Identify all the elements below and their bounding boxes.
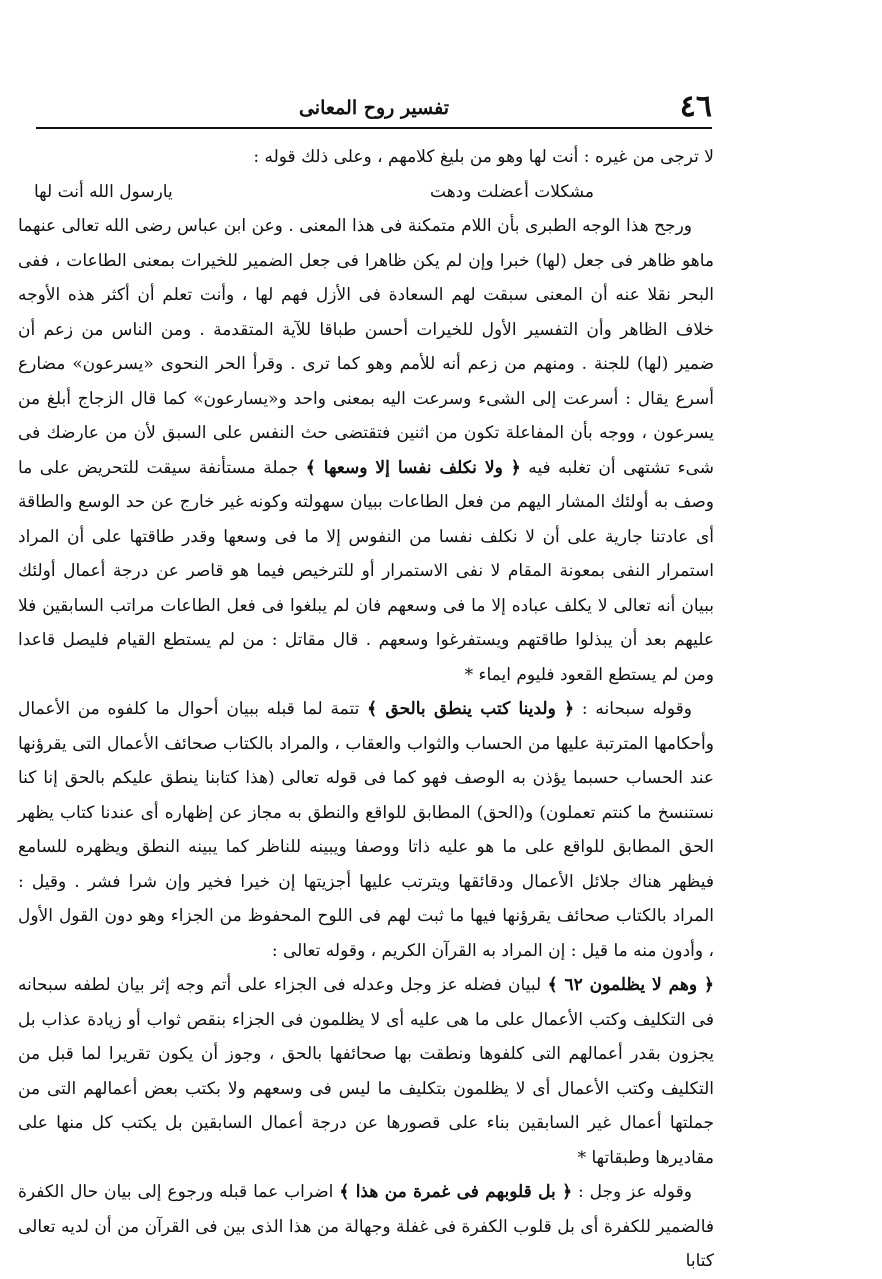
running-title: تفسير روح المعانى	[298, 97, 450, 119]
quran-quote: ﴿ ولدينا كتب ينطق بالحق ﴾	[367, 699, 575, 719]
paragraph-5	[18, 1175, 714, 1279]
paragraph-2	[18, 209, 714, 692]
quran-quote: ﴿ ولا نكلف نفسا إلا وسعها ﴾	[305, 457, 521, 478]
verse-hemistich-1: مشكلات أعضلت ودهت	[430, 181, 594, 202]
body-text	[18, 140, 714, 1279]
lead-in: وقوله سبحانه :	[574, 699, 692, 719]
lead-in: وقوله عز وجل :	[572, 1182, 693, 1202]
page-number: ٤٦	[679, 89, 712, 124]
paragraph-text: لبيان فضله عز وجل وعدله فى الجزاء على أتم وجه إثر بيان لطفه سبحانه فى التكليف وكتب الأعمال على ما هى عليه أى لا يظلمون فى الجزاء بنقص ثواب أو زيادة عذاب بل يجزون بقدر أعمالهم التى كلفوها ونطقت بها صحائفها بالحق ، وجوز أن يكون تقريرا لما قبل من التكليف وكتب الأعمال أى لا يظلمون بتكليف ما ليس فى وسعهم ولا بكتب بعض أعمالهم التى من جملتها أعمال غير السابقين بناء على قصورها عن درجة أعمال السابقين بل يكتب كل منها على مقاديرها وطبقاتها *	[18, 975, 714, 1168]
paragraph-text: اضراب عما قبله ورجوع إلى بيان حال الكفرة فالضمير للكفرة أى بل قلوب الكفرة فى غفلة وجهالة من هذا الذى بين فى القرآن من أن لديه تعالى كتابا	[18, 1182, 714, 1271]
quran-quote: ﴿ وهم لا يظلمون ٦٢ ﴾	[547, 975, 714, 995]
paragraph-text: تتمة لما قبله ببيان أحوال ما كلفوه من الأعمال وأحكامها المترتبة عليها من الحساب والثواب والعقاب ، والمراد بالكتاب صحائف الأعمال التى يقرؤنها عند الحساب حسبما يؤذن به الوصف فهو كما فى قوله تعالى (هذا كتابنا ينطق عليكم بالحق إنا كنا نستنسخ ما كنتم تعملون) و(الحق) المطابق للواقع والنطق به مجاز عن إظهاره أى عندنا كتاب يظهر الحق المطابق للواقع على ما هو عليه ذاتا ووصفا ويبينه للناظر كما يبينه النطق ويظهره للسامع فيظهر هناك جلائل الأعمال ودقائقها ويترتب عليها أجزيتها إن خيرا فخير وإن شرا فشر . وقيل : المراد بالكتاب صحائف يقرؤنها فيها ما ثبت لهم فى اللوح المحفوظ من الجزاء وهو دون القول الأول ، وأدون منه ما قيل : إن المراد به القرآن الكريم ، وقوله تعالى :	[18, 699, 714, 961]
page-header	[36, 88, 712, 128]
poetry-verse	[34, 175, 594, 210]
paragraph-text: ورجح هذا الوجه الطبرى بأن اللام متمكنة فى هذا المعنى . وعن ابن عباس رضى الله تعالى عنهما ماهو ظاهر فى جعل (لها) خبرا وإن لم يكن ظاهرا فى جعل الضمير للخيرات بمعنى الطاعات ، ففى البحر نقلا عنه أن المعنى سبقت لهم السعادة فى الأزل فهم لها ، وأنت تعلم أن أكثر هذه الأوجه خلاف الظاهر وأن التفسير الأول للخيرات أحسن طباقا للآية المتقدمة . ومن الناس من زعم أن ضمير (لها) للجنة . ومنهم من زعم أنه للأمم وهو كما ترى . وقرأ الحر النحوى «يسرعون» مضارع أسرع يقال : أسرعت إلى الشىء وسرعت اليه بمعنى واحد و«يسارعون» كما قال الزجاج أبلغ من يسرعون ، ووجه بأن المفاعلة تكون من اثنين فتقتضى حث النفس على السبق لأن من عارضك فى شىء تشتهى أن تغلبه فيه	[18, 216, 715, 478]
verse-hemistich-2: يارسول الله أنت لها	[34, 181, 173, 202]
header-rule	[36, 127, 712, 129]
paragraph-text: لا ترجى من غيره : أنت لها وهو من بليغ كلامهم ، وعلى ذلك قوله :	[253, 147, 714, 167]
quran-quote: ﴿ بل قلوبهم فى غمرة من هذا ﴾	[339, 1182, 573, 1202]
paragraph-3	[18, 692, 714, 968]
paragraph-text: جملة مستأنفة سيقت للتحريض على ما وصف به أولئك المشار اليهم من فعل الطاعات ببيان سهولته وكونه غير خارج عن حد الوسع والطاقة أى عادتنا جارية على أن لا نكلف نفسا من النفوس إلا ما فى وسعها وقدر طاقتها على أن المراد استمرار النفى بمعونة المقام لا نفى الاستمرار أو للترخيص فيما هو قاصر عن درجة أعمال أولئك ببيان أنه تعالى لا يكلف عباده إلا ما فى وسعهم فان لم يبلغوا فى فعل الطاعات مراتب السابقين فلا عليهم بعد أن يبذلوا طاقتهم ويستفرغوا وسعهم . قال مقاتل : من لم يستطع القيام فليصل قاعدا ومن لم يستطع القعود فليوم ايماء *	[18, 457, 714, 685]
paragraph-1	[18, 140, 714, 175]
paragraph-4	[18, 968, 714, 1175]
